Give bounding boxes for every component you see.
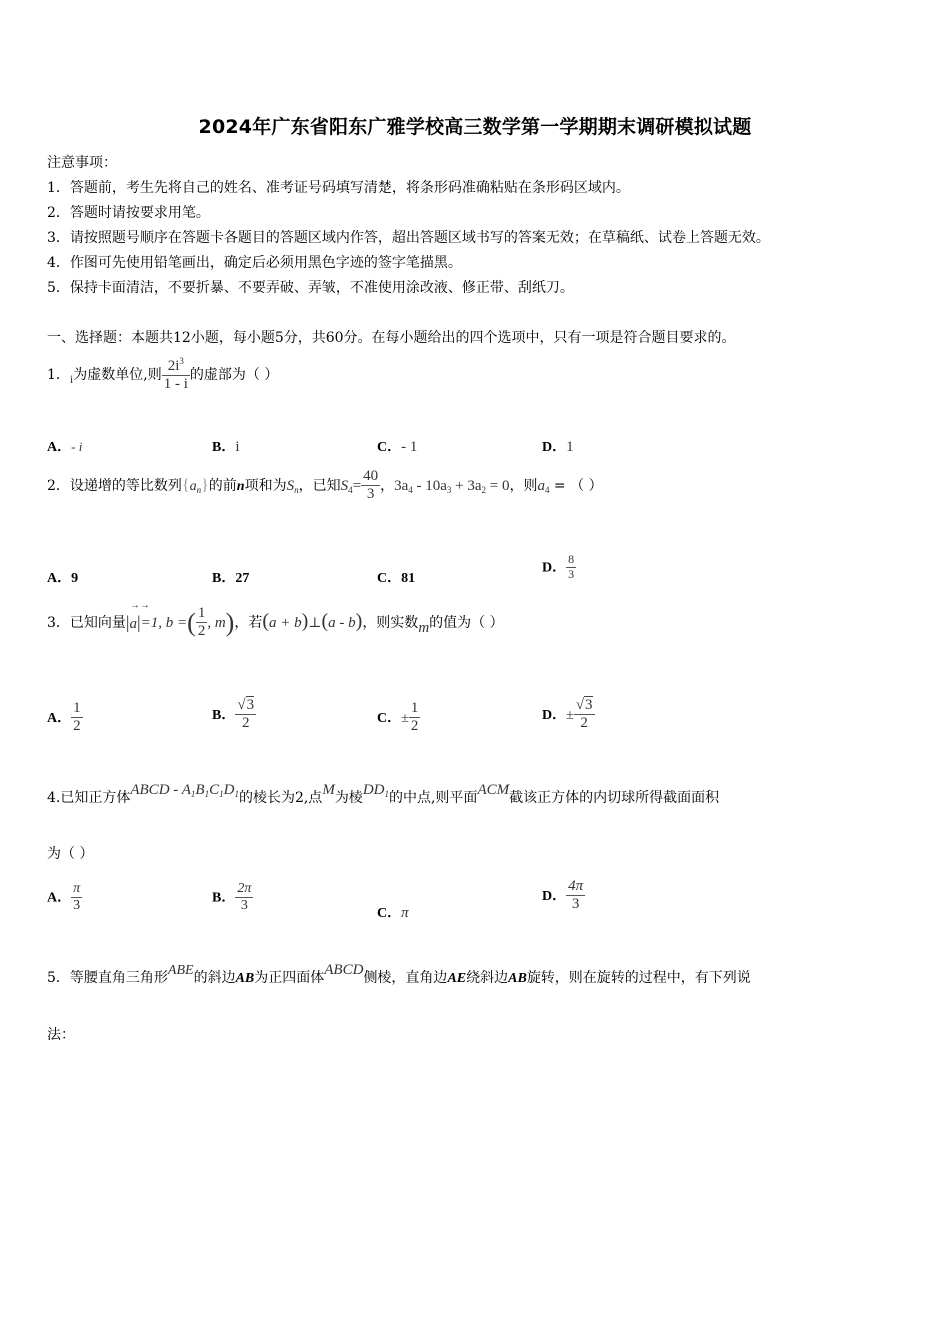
question-5: 5．等腰直角三角形ABE的斜边AB为正四面体ABCD侧棱，直角边AE绕斜边AB旋转，则在旋转的过程中，有下列说 [47, 962, 751, 986]
question-4: 4.已知正方体ABCD - $A_1B_1C_1D_1$的棱长为2,点M为棱$DD_1$的中点,则平面ACM截该正方体的内切球所得截面面积 [47, 782, 720, 806]
question-1-text-1: 为虚数单位,则 [73, 366, 162, 383]
question-2-fraction: $\frac{40}{3}$ [363, 468, 379, 503]
question-1-i: i [69, 371, 74, 386]
q3-option-a: A． $\frac{1}{2}$ [47, 700, 81, 735]
question-4-line-2: 为（ ） [47, 846, 94, 862]
q1-option-c: C．- 1 [377, 439, 418, 455]
notice-item-2: 2．答题时请按要求用笔。 [47, 205, 210, 221]
section-heading: 一、选择题：本题共12小题，每小题5分，共60分。在每小题给出的四个选项中，只有一项是符合题目要求的。 [47, 330, 736, 346]
q4-option-b: B． $\frac{2\pi}{3}$ [212, 881, 252, 914]
question-1-text-2: 的虚部为（ ） [189, 366, 279, 383]
question-1 [47, 356, 278, 394]
q2-option-c: C．81 [377, 571, 416, 586]
question-1-number: 1． [47, 366, 70, 383]
q3-option-d: D．± $\frac{√3}{2}$ [542, 697, 593, 732]
question-3: 3．已知向量 →→ |a|=1, b =( $\frac{1}{2}$ , m)，若(a + b)⊥(a - b)，则实数m的值为（ ） [47, 600, 504, 640]
page-title: 2024年广东省阳东广雅学校高三数学第一学期期末调研模拟试题 [198, 116, 752, 138]
question-5-line-2: 法： [47, 1027, 75, 1043]
notice-item-4: 4．作图可先使用铅笔画出，确定后必须用黑色字迹的签字笔描黑。 [47, 255, 462, 271]
q1-option-d: D．1 [542, 439, 574, 455]
q4-option-a: A． $\frac{\pi}{3}$ [47, 881, 81, 914]
notice-item-3: 3．请按照题号顺序在答题卡各题目的答题区域内作答，超出答题区域书写的答案无效；在草稿纸、试卷上答题无效。 [47, 230, 770, 246]
q2-option-a: A．9 [47, 571, 79, 586]
q1-option-a: A．- i [47, 439, 83, 455]
q3-option-b: B． $\frac{√3}{2}$ [212, 697, 255, 732]
notice-item-1: 1．答题前，考生先将自己的姓名、准考证号码填写清楚，将条形码准确粘贴在条形码区域内。 [47, 180, 630, 196]
question-2: 2．设递增的等比数列$\{a_n\}$的前n项和为$S_n$，已知$S_4=$ $\frac{40}{3}$ ，$3a_4 - 10a_3 + 3a_2 = 0$，则$a_4$ = （ ） [47, 468, 603, 503]
notice-heading: 注意事项： [47, 155, 117, 171]
q2-option-b: B．27 [212, 571, 250, 586]
question-1-fraction: $\frac{2i^3}{1 - i}$ [163, 356, 188, 393]
q3-option-c: C．± $\frac{1}{2}$ [377, 700, 419, 735]
vector-abs-a: →→ |a| [125, 600, 150, 633]
notice-item-5: 5．保持卡面清洁，不要折暴、不要弄破、弄皱，不准使用涂改液、修正带、刮纸刀。 [47, 280, 574, 296]
q4-option-d: D． $\frac{4\pi}{3}$ [542, 878, 584, 913]
q1-option-b: B．i [212, 439, 240, 455]
q4-option-c: C．π [377, 905, 409, 921]
q2-option-d: D． $\frac{8}{3}$ [542, 552, 575, 581]
